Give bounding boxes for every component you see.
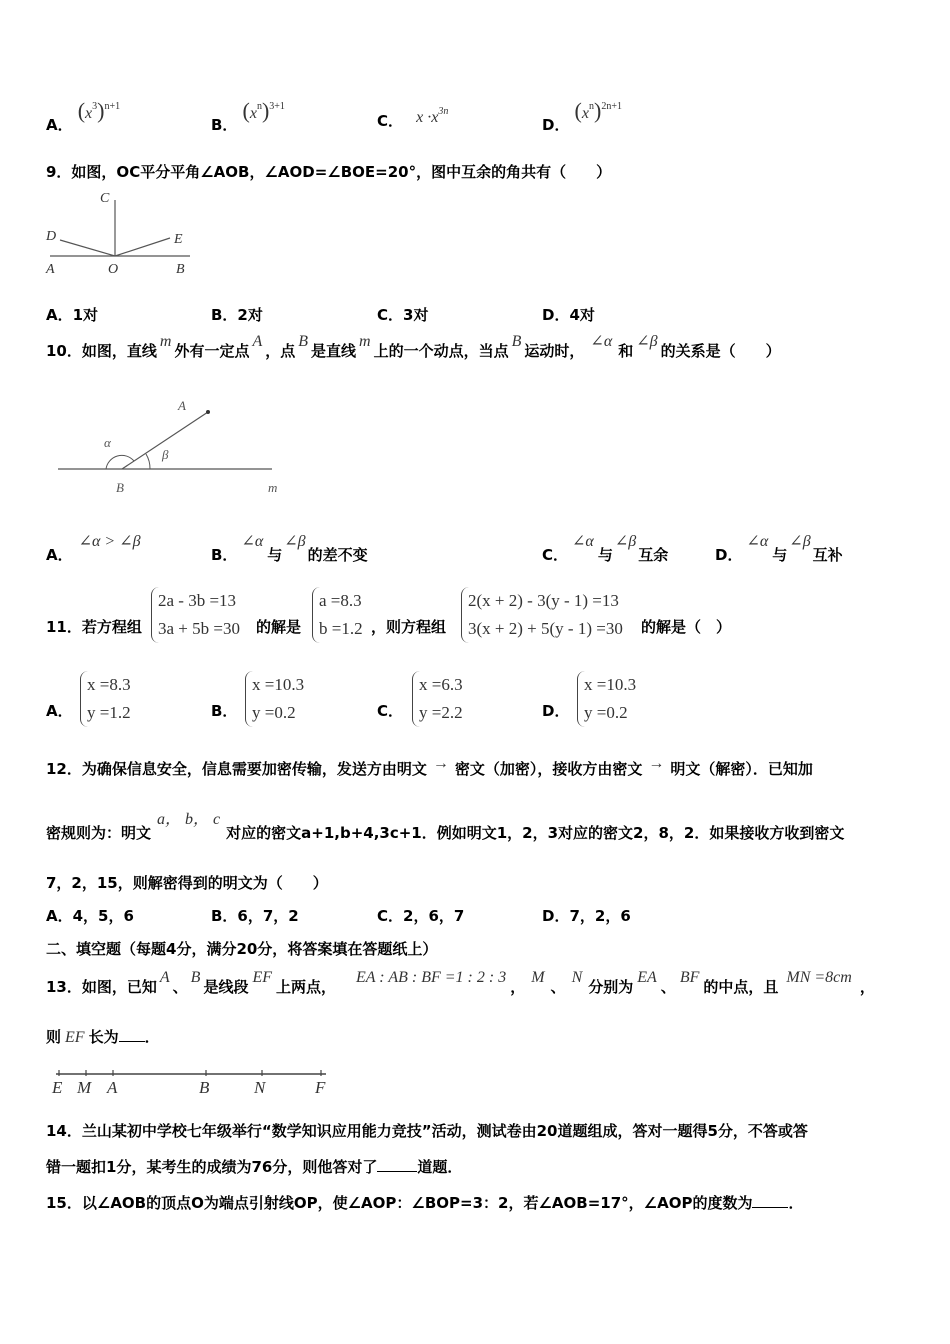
q11-option-c-system: x =6.3 y =2.2 bbox=[412, 671, 463, 727]
q11-option-c-label: C． bbox=[377, 702, 404, 720]
q10-figure bbox=[50, 392, 300, 502]
q11-system-3: 2(x + 2) - 3(y - 1) =13 3(x + 2) + 5(y - 1) =30 bbox=[461, 587, 623, 643]
q10-option-b: B．∠α与∠β的差不变 bbox=[211, 533, 368, 564]
arrow-icon: → bbox=[432, 755, 449, 772]
q9-label-e: E bbox=[174, 232, 183, 247]
q10-point-a bbox=[206, 410, 210, 414]
q14-answer-blank[interactable] bbox=[377, 1171, 417, 1172]
q9-stem: 9．如图，OC平分平角∠AOB，∠AOD=∠BOE=20°，图中互余的角共有（ ） bbox=[46, 163, 612, 181]
q13-label-m: M bbox=[77, 1078, 92, 1097]
q10-option-d: D．∠α与∠β互补 bbox=[715, 533, 843, 564]
arrow-icon: → bbox=[648, 755, 665, 772]
q12-option-d: D．7，2，6 bbox=[542, 907, 631, 925]
q9-label-a: A bbox=[46, 262, 55, 277]
q9-label-d: D bbox=[46, 229, 57, 244]
q8-option-b: B． $(x^n)^{3+1}$ bbox=[211, 98, 285, 134]
q9-ray-oe bbox=[115, 238, 170, 256]
q15-text: 15．以∠AOB的顶点O为端点引射线OP，使∠AOP：∠BOP=3：2，若∠AOB=17°，∠AOP的度数为 ． bbox=[46, 1194, 804, 1212]
section-heading: 二、填空题（每题4分，满分20分，将答案填在答题纸上） bbox=[46, 940, 438, 958]
q12-option-a: A．4，5，6 bbox=[46, 907, 134, 925]
q12-option-c: C．2，6，7 bbox=[377, 907, 465, 925]
q10-option-a: A．∠α > ∠β bbox=[46, 533, 141, 564]
q12-line-1: 12．为确保信息安全，信息需要加密传输，发送方由明文 → 密文（加密），接收方由密文 → 明文（解密）．已知加 bbox=[46, 755, 813, 778]
q10-label-a: A bbox=[178, 398, 186, 413]
q8-option-a: A． $(x^3)^{n+1}$ bbox=[46, 98, 121, 134]
q10-option-c: C．∠α与∠β互余 bbox=[542, 533, 669, 564]
q11-prefix: 11．若方程组 bbox=[46, 618, 142, 636]
q11-system-2: a =8.3 b =1.2 bbox=[312, 587, 363, 643]
q11-option-a-label: A． bbox=[46, 702, 73, 720]
q13-answer-blank[interactable] bbox=[119, 1041, 145, 1042]
q11-mid-2: ，则方程组 bbox=[371, 618, 447, 636]
q9-option-b: B．2对 bbox=[211, 306, 263, 324]
q12-option-b: B．6，7，2 bbox=[211, 907, 299, 925]
q11-option-b-label: B． bbox=[211, 702, 238, 720]
q10-arc-alpha bbox=[106, 455, 134, 469]
q11-option-b-system: x =10.3 y =0.2 bbox=[245, 671, 304, 727]
q9-label-c: C bbox=[100, 191, 110, 206]
q11-mid-1: 的解是 bbox=[256, 618, 302, 636]
q9-figure bbox=[40, 188, 200, 280]
q8-option-c: C． $x \cdot x^{3n}$ bbox=[377, 106, 449, 130]
q13-label-e: E bbox=[52, 1078, 63, 1097]
q13-figure bbox=[48, 1062, 338, 1102]
q10-label-alpha: α bbox=[104, 435, 111, 450]
q9-option-a: A．1对 bbox=[46, 306, 99, 324]
q9-ray-od bbox=[60, 240, 115, 256]
q13-line-2: 则 EF 长为 ． bbox=[46, 1028, 160, 1046]
q9-option-d: D．4对 bbox=[542, 306, 595, 324]
q9-label-b: B bbox=[176, 262, 185, 277]
q14-line-2: 错一题扣1分，某考生的成绩为76分，则他答对了 道题． bbox=[46, 1158, 463, 1176]
q13-label-a: A bbox=[107, 1078, 118, 1097]
q12-line-2: 密规则为：明文a， b， c对应的密文a+1,b+4,3c+1．例如明文1，2，3对应的密文2，8，2．如果接收方收到密文 bbox=[46, 811, 845, 842]
q8-option-d: D． $(x^n)^{2n+1}$ bbox=[542, 98, 622, 134]
q10-label-b: B bbox=[116, 480, 124, 495]
q10-label-m: m bbox=[268, 480, 278, 495]
q10-label-beta: β bbox=[162, 447, 169, 462]
q13-label-f: F bbox=[315, 1078, 326, 1097]
q10-arc-beta bbox=[146, 454, 150, 469]
q11-suffix: 的解是（ ） bbox=[641, 618, 732, 636]
q11-option-a-system: x =8.3 y =1.2 bbox=[80, 671, 131, 727]
q11-system-1: 2a - 3b =13 3a + 5b =30 bbox=[151, 587, 240, 643]
q13-line-1: 13．如图，已知A、B是线段EF上两点，EA : AB : BF =1 : 2 : 3，M、N分别为EA、BF的中点，且MN =8cm， bbox=[46, 969, 875, 996]
q14-line-1: 14．兰山某初中学校七年级举行“数学知识应用能力竞技”活动，测试卷由20道题组成，答对一题得5分，不答或答 bbox=[46, 1122, 808, 1140]
q9-option-c: C．3对 bbox=[377, 306, 429, 324]
q12-line-3: 7，2，15，则解密得到的明文为（ ） bbox=[46, 874, 328, 892]
q11-option-d-system: x =10.3 y =0.2 bbox=[577, 671, 636, 727]
q15-answer-blank[interactable] bbox=[752, 1207, 788, 1208]
q10-stem: 10．如图，直线m外有一定点A，点B是直线m上的一个动点，当点B运动时，∠α和∠β的关系是（ ） bbox=[46, 333, 781, 360]
q13-label-n: N bbox=[254, 1078, 266, 1097]
q13-label-b: B bbox=[199, 1078, 210, 1097]
q11-option-d-label: D． bbox=[542, 702, 570, 720]
q9-label-o: O bbox=[108, 262, 119, 277]
